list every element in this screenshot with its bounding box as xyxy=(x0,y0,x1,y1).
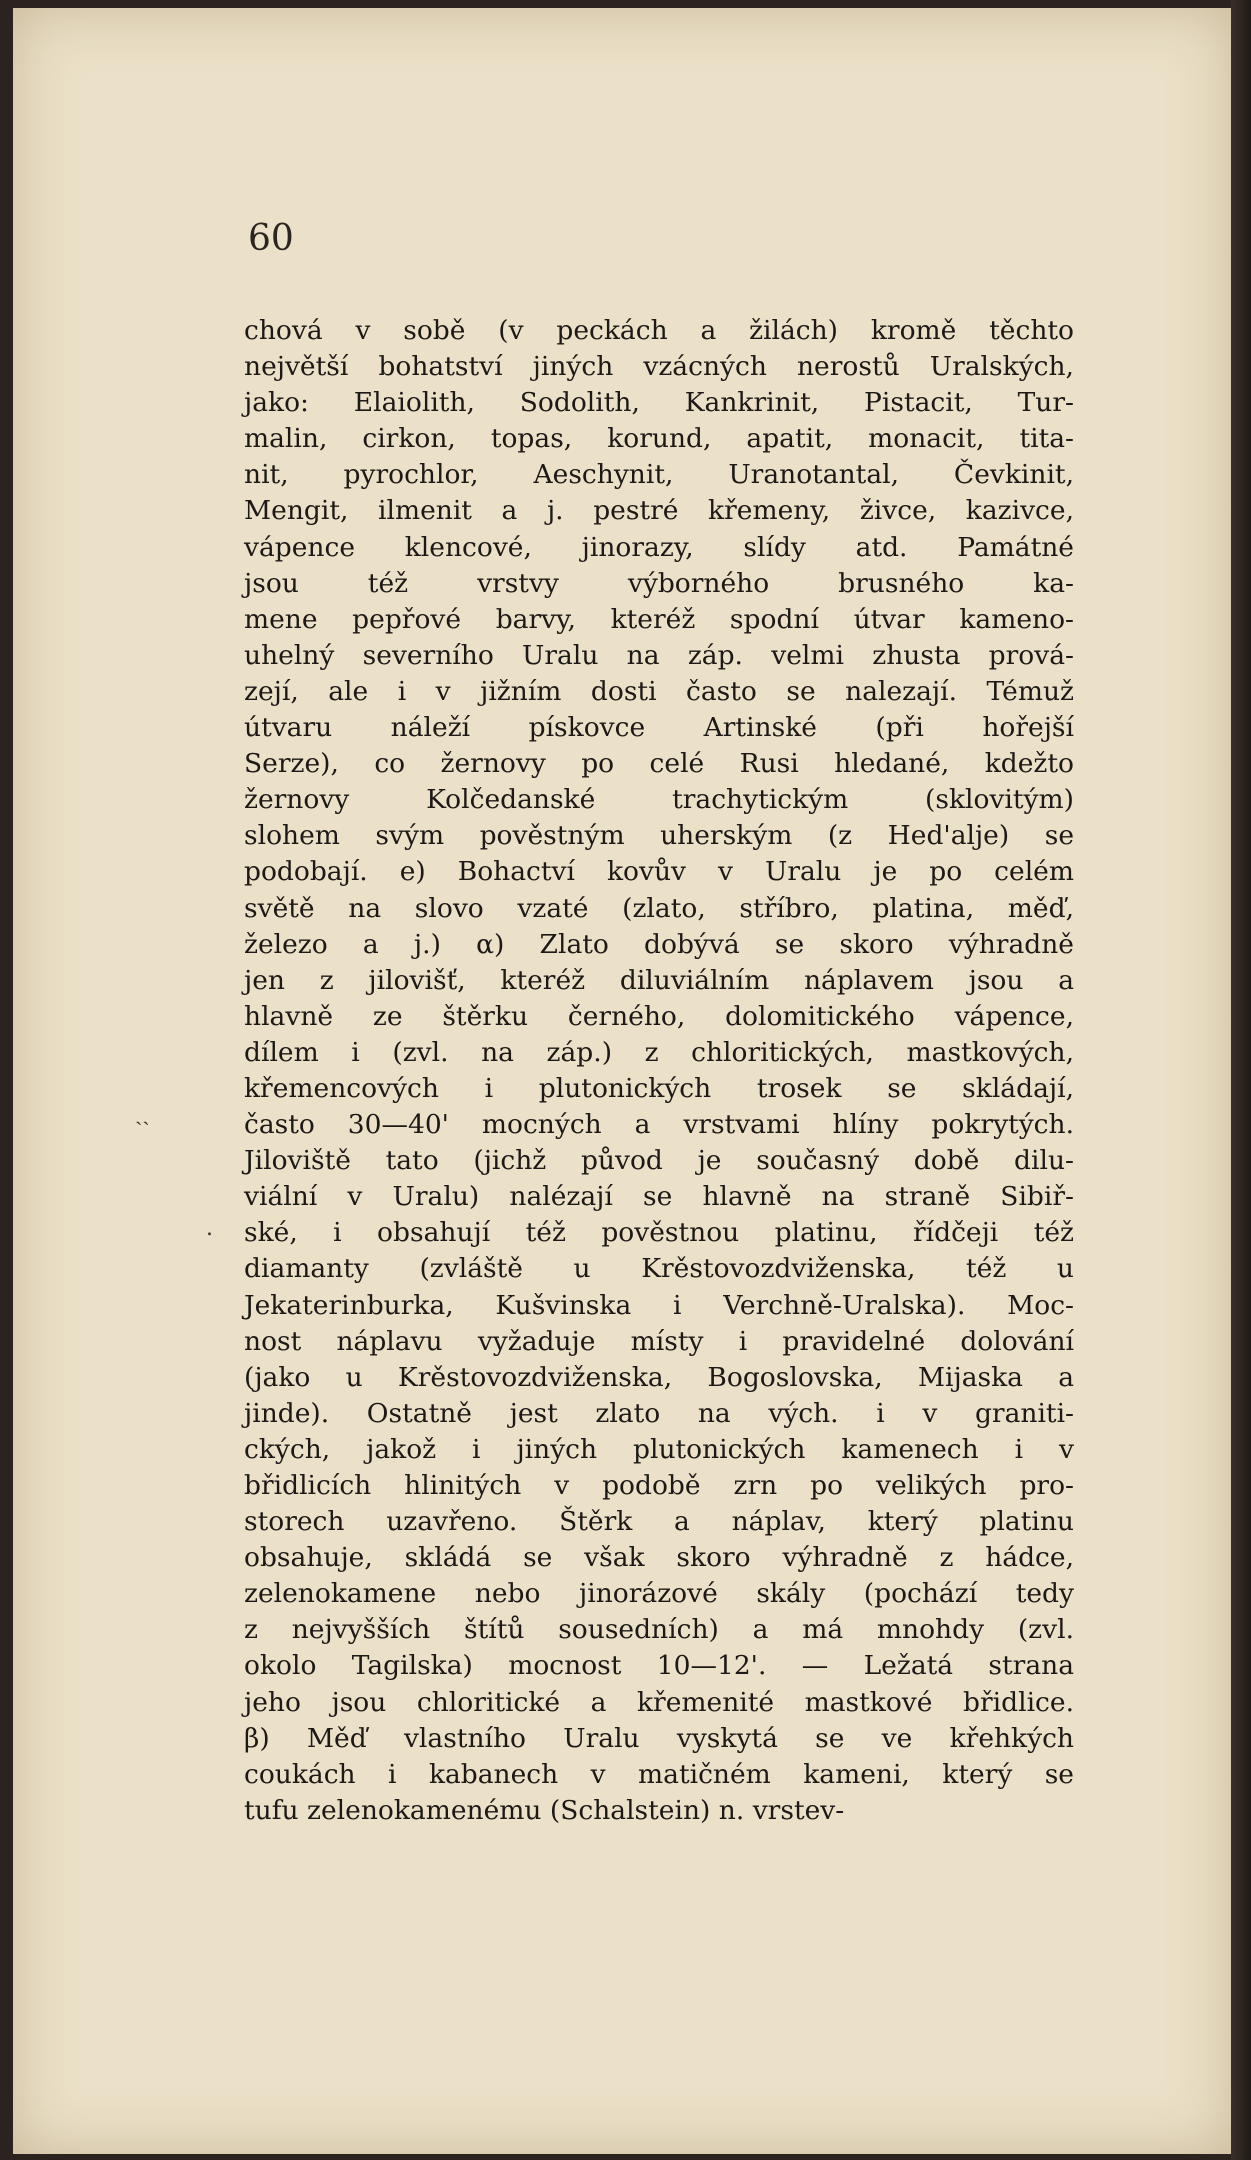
text-line: jinde). Ostatně jest zlato na vých. i v graniti- xyxy=(244,1397,1074,1429)
text-line: jeho jsou chloritické a křemenité mastkové břidlice. xyxy=(244,1686,1074,1718)
text-line: často 30—40' mocných a vrstvami hlíny pokrytých. xyxy=(244,1109,1074,1141)
margin-mark: ˎˏ xyxy=(135,1101,150,1126)
text-line: z nejvyšších štítů sousedních) a má mnohdy (zvl. xyxy=(244,1614,1074,1646)
text-line: žernovy Kolčedanské trachytickým (sklovitým) xyxy=(244,784,1074,816)
text-line: tufu zelenokamenému (Schalstein) n. vrstev- xyxy=(244,1794,845,1826)
margin-dot: . xyxy=(206,1216,213,1241)
text-line: chová v sobě (v peckách a žilách) kromě těchto xyxy=(244,315,1074,346)
text-line: jsou též vrstvy výborného brusného ka- xyxy=(244,567,1074,599)
text-line: světě na slovo vzaté (zlato, stříbro, platina, měď, xyxy=(244,892,1074,924)
text-line: hlavně ze štěrku černého, dolomitického vápence, xyxy=(244,1000,1074,1032)
text-line: zejí, ale i v jižním dosti často se nalezají. Témuž xyxy=(244,675,1074,707)
text-line: uhelný severního Uralu na záp. velmi zhusta prová- xyxy=(244,639,1074,671)
text-line: útvaru náleží pískovce Artinské (při hořejší xyxy=(244,712,1074,744)
text-line: dílem i (zvl. na záp.) z chloritických, mastkových, xyxy=(244,1036,1074,1068)
text-line: zelenokamene nebo jinorázové skály (pochází tedy xyxy=(244,1578,1074,1610)
text-line: podobají. e) Bohactví kovův v Uralu je po celém xyxy=(244,856,1074,888)
text-line: okolo Tagilska) mocnost 10—12'. — Ležatá strana xyxy=(244,1650,1074,1682)
text-line: vápence klencové, jinorazy, slídy atd. Památné xyxy=(244,531,1074,563)
text-line: β) Měď vlastního Uralu vyskytá se ve křehkých xyxy=(244,1722,1074,1754)
text-line: storech uzavřeno. Štěrk a náplav, který platinu xyxy=(244,1506,1074,1538)
text-line: Jiloviště tato (jichž původ je současný době dilu- xyxy=(244,1145,1074,1177)
body-text xyxy=(244,313,1074,1829)
text-line: (jako u Krěstovozdviženska, Bogoslovska, Mijaska a xyxy=(244,1361,1074,1393)
text-line: nost náplavu vyžaduje místy i pravidelné dolování xyxy=(244,1325,1074,1357)
text-line: malin, cirkon, topas, korund, apatit, monacit, tita- xyxy=(244,423,1074,455)
text-line: nit, pyrochlor, Aeschynit, Uranotantal, Čevkinit, xyxy=(244,459,1074,491)
text-line: Jekaterinburka, Kušvinska i Verchně-Uralska). Moc- xyxy=(244,1289,1074,1321)
text-line: mene pepřové barvy, kteréž spodní útvar kameno- xyxy=(244,603,1074,635)
text-line: ské, i obsahují též pověstnou platinu, řídčeji též xyxy=(244,1217,1074,1249)
text-line: jako: Elaiolith, Sodolith, Kankrinit, Pistacit, Tur- xyxy=(244,387,1074,419)
page-edge xyxy=(1231,0,1251,2160)
text-line: Mengit, ilmenit a j. pestré křemeny, živce, kazivce, xyxy=(244,495,1074,527)
text-line: obsahuje, skládá se však skoro výhradně z hádce, xyxy=(244,1542,1074,1574)
text-line: ckých, jakož i jiných plutonických kamenech i v xyxy=(244,1433,1074,1465)
text-line: jen z jilovišť, kteréž diluviálním náplavem jsou a xyxy=(244,964,1074,996)
text-line: Serze), co žernovy po celé Rusi hledané, kdežto xyxy=(244,748,1074,780)
text-line: křemencových i plutonických trosek se skládají, xyxy=(244,1072,1074,1104)
text-line: břidlicích hlinitých v podobě zrn po velikých pro- xyxy=(244,1470,1074,1501)
page-number: 60 xyxy=(248,218,294,259)
text-line: diamanty (zvláště u Krěstovozdviženska, též u xyxy=(244,1253,1074,1285)
text-line: slohem svým pověstným uherským (z Hed'alje) se xyxy=(244,820,1074,852)
text-line: železo a j.) α) Zlato dobývá se skoro výhradně xyxy=(244,928,1074,960)
text-line: viální v Uralu) nalézají se hlavně na straně Sibiř- xyxy=(244,1181,1074,1213)
text-line: coukách i kabanech v matičném kameni, který se xyxy=(244,1758,1074,1790)
text-line: největší bohatství jiných vzácných nerostů Uralských, xyxy=(244,351,1074,383)
